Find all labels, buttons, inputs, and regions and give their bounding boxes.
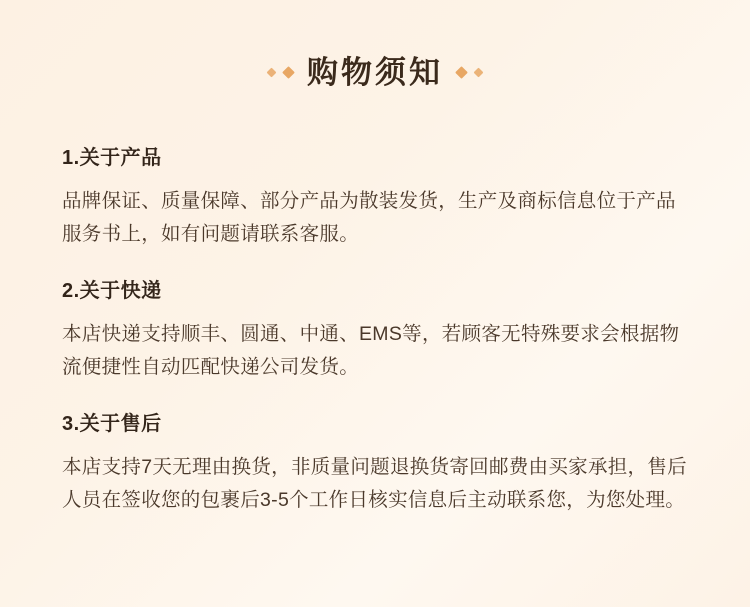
section-heading: 2.关于快递 — [62, 279, 162, 302]
section-body: 本店快递支持顺丰、圆通、中通、EMS等，若顾客无特殊要求会根据物流便捷性自动匹配快递公司发货。 — [62, 322, 680, 379]
diamond-icon — [267, 67, 277, 77]
section-heading: 1.关于产品 — [62, 146, 162, 169]
section-body: 品牌保证、质量保障、部分产品为散装发货，生产及商标信息位于产品服务书上，如有问题请联系客服。 — [62, 189, 676, 246]
diamond-ornament-left — [268, 68, 293, 77]
diamond-ornament-right — [457, 68, 482, 77]
page-title: 购物须知 — [307, 54, 443, 90]
notice-content — [0, 145, 750, 518]
diamond-icon — [455, 66, 468, 79]
section-about-after-sales — [62, 411, 688, 518]
diamond-icon — [474, 67, 484, 77]
section-heading: 3.关于售后 — [62, 412, 162, 435]
section-about-shipping — [62, 278, 688, 385]
section-body: 本店支持7天无理由换货，非质量问题退换货寄回邮费由买家承担，售后人员在签收您的包裹后3-5个工作日核实信息后主动联系您，为您处理。 — [62, 455, 687, 512]
diamond-icon — [282, 66, 295, 79]
section-about-product — [62, 145, 688, 252]
page-title-row — [0, 0, 750, 109]
